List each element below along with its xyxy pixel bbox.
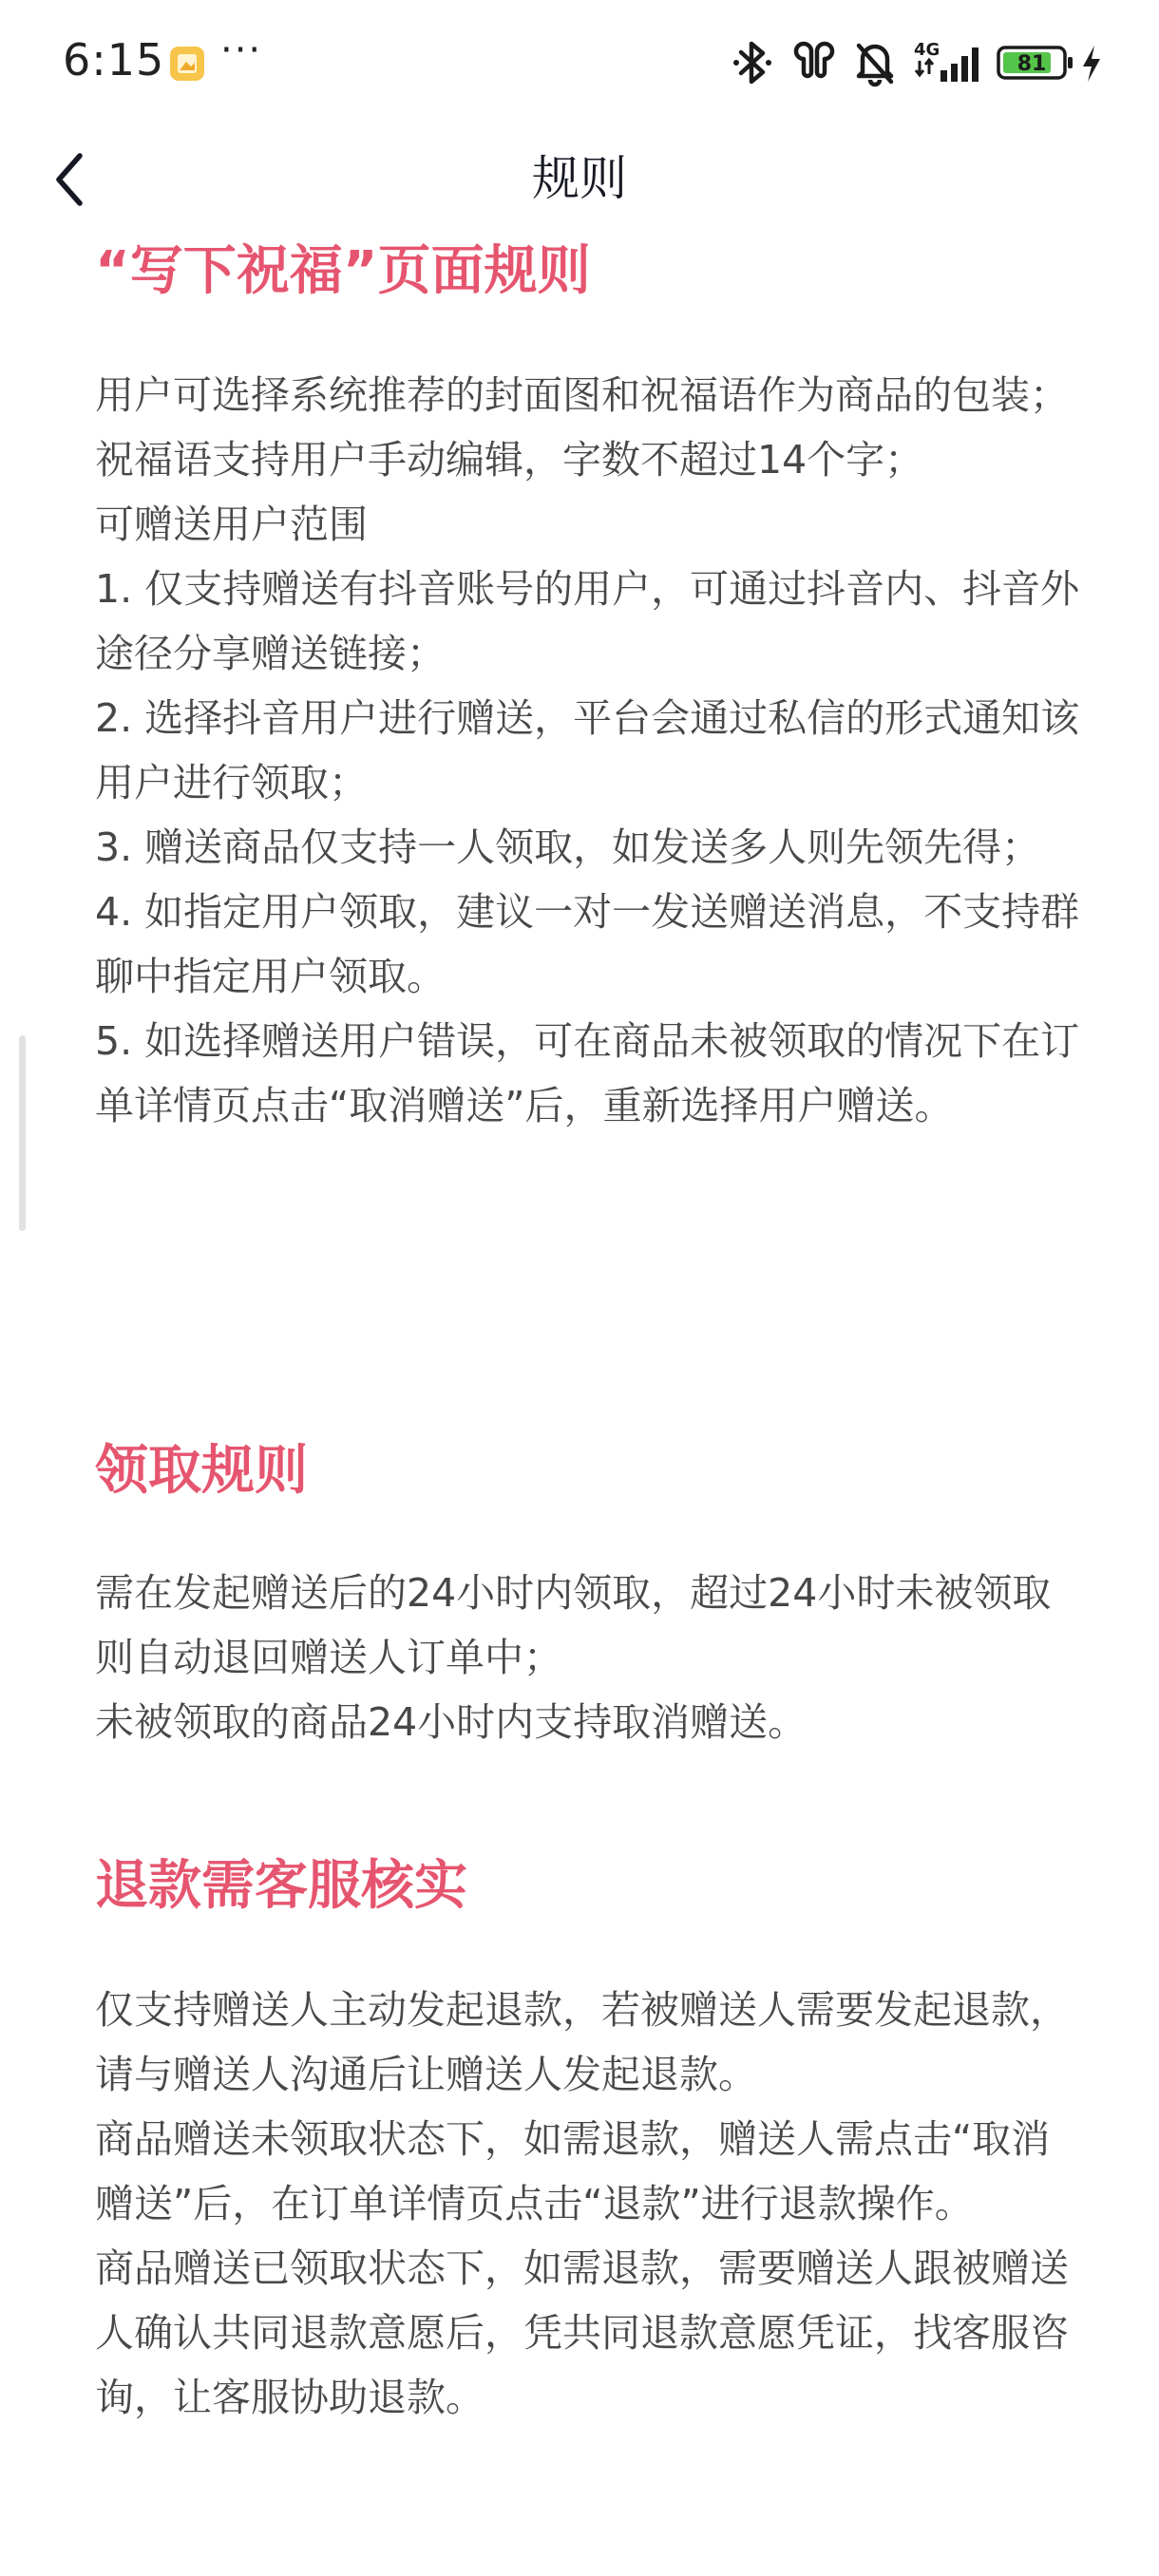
section-title: 退款需客服核实: [95, 1855, 467, 1917]
page-title: 规则: [532, 151, 627, 206]
rule-paragraph: 需在发起赠送后的24小时内领取，超过24小时未被领取则自动退回赠送人订单中；: [95, 1570, 1052, 1680]
rule-paragraph: 祝福语支持用户手动编辑，字数不超过14个字；: [95, 437, 924, 483]
bluetooth-icon: [732, 38, 773, 87]
bell-mute-icon: [853, 38, 897, 87]
rule-paragraph: 5. 如选择赠送用户错误，可在商品未被领取的情况下在订单详情页点击“取消赠送”后，重新选择用户赠送。: [95, 1018, 1080, 1128]
rule-paragraph: 用户可选择系统推荐的封面图和祝福语作为商品的包装；: [95, 372, 1069, 418]
rule-paragraph: 商品赠送未领取状态下，如需退款，赠送人需点击“取消赠送”后，在订单详情页点击“退款”进行退款操作。: [95, 2116, 1051, 2226]
section-greeting-rules: [95, 237, 1083, 1138]
signal-icon: [912, 38, 986, 87]
gallery-app-icon: [169, 46, 205, 82]
status-bar: [0, 0, 1159, 123]
svg-text:4G: 4G: [914, 40, 940, 60]
charging-icon: [1079, 38, 1104, 87]
svg-text:81: 81: [1016, 52, 1047, 76]
rule-paragraph: 未被领取的商品24小时内支持取消赠送。: [95, 1699, 808, 1745]
more-notifications-icon: ···: [220, 28, 263, 72]
rule-paragraph: 仅支持赠送人主动发起退款，若被赠送人需要发起退款，请与赠送人沟通后让赠送人发起退款。: [95, 1987, 1069, 2097]
page-header: [0, 133, 1159, 228]
rule-paragraph: 商品赠送已领取状态下，如需退款，需要赠送人跟被赠送人确认共同退款意愿后，凭共同退款意愿凭证，找客服咨询，让客服协助退款。: [95, 2245, 1069, 2420]
rule-paragraph: 2. 选择抖音用户进行赠送，平台会通过私信的形式通知该用户进行领取；: [95, 695, 1080, 805]
rule-paragraph: 3. 赠送商品仅支持一人领取，如发送多人则先领先得；: [95, 824, 1041, 870]
earbuds-icon: [790, 38, 838, 87]
section-title: 领取规则: [95, 1440, 308, 1502]
section-refund-rules: [95, 1852, 1083, 2430]
rule-paragraph: 可赠送用户范围: [95, 502, 368, 547]
scroll-indicator[interactable]: [19, 1035, 26, 1231]
section-claim-rules: [95, 1437, 1083, 1754]
rule-paragraph: 4. 如指定用户领取，建议一对一发送赠送消息，不支持群聊中指定用户领取。: [95, 889, 1080, 999]
battery-icon: [996, 38, 1075, 87]
section-title: “写下祝福”页面规则: [95, 240, 591, 302]
rule-paragraph: 1. 仅支持赠送有抖音账号的用户，可通过抖音内、抖音外途径分享赠送链接；: [95, 566, 1080, 676]
status-time: 6:15: [63, 34, 165, 85]
